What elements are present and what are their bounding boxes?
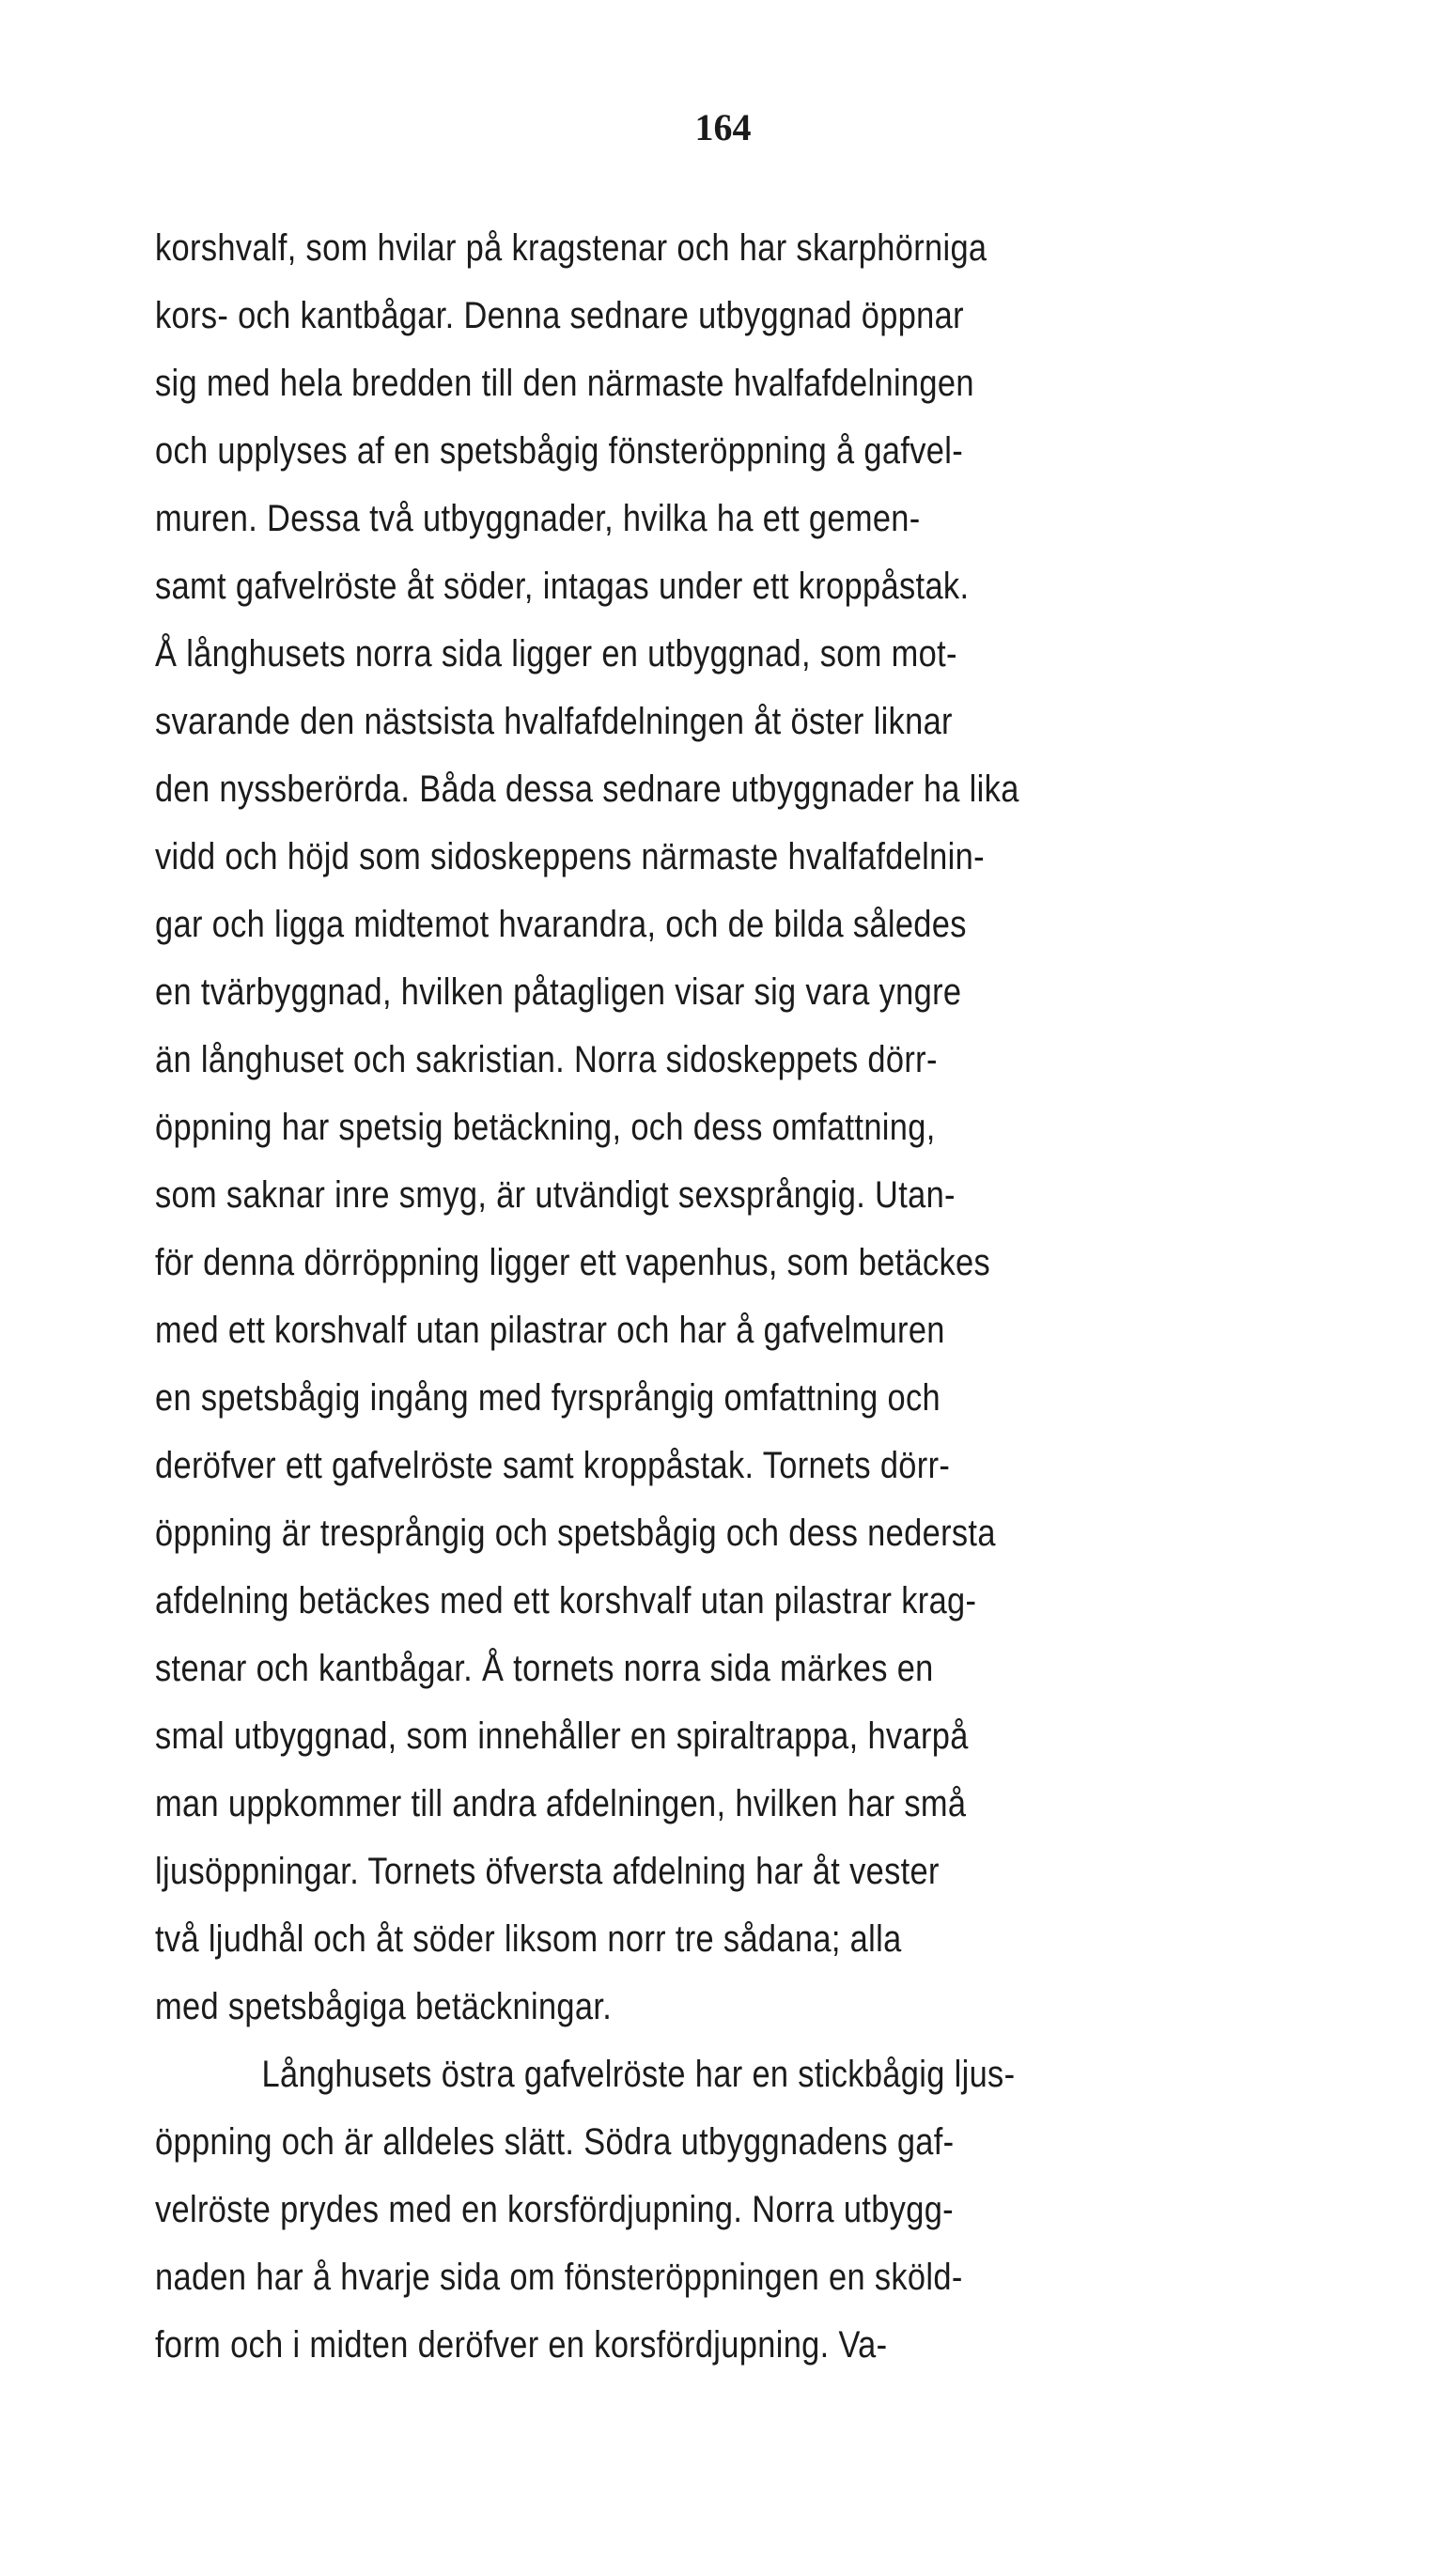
text-line: öppning och är alldeles slätt. Södra utbyggnadens gaf-	[155, 2121, 955, 2163]
text-line: med spetsbågiga betäckningar.	[155, 1986, 613, 2027]
text-line: vidd och höjd som sidoskeppens närmaste hvalfafdelnin-	[155, 836, 985, 877]
text-line: och upplyses af en spetsbågig fönsteröppning å gafvel-	[155, 430, 964, 472]
page-number: 164	[694, 106, 752, 148]
text-line: för denna dörröppning ligger ett vapenhus, som betäckes	[155, 1242, 991, 1283]
text-line: sig med hela bredden till den närmaste hvalfafdelningen	[155, 363, 974, 404]
text-line: naden har å hvarje sida om fönsteröppningen en sköld-	[155, 2257, 963, 2298]
text-line: med ett korshvalf utan pilastrar och har å gafvelmuren	[155, 1310, 945, 1351]
text-line: man uppkommer till andra afdelningen, hvilken har små	[155, 1783, 967, 1824]
text-line: gar och ligga midtemot hvarandra, och de bilda således	[155, 904, 967, 945]
text-line: smal utbyggnad, som innehåller en spiraltrappa, hvarpå	[155, 1715, 969, 1757]
text-line: ljusöppningar. Tornets öfversta afdelning har åt vester	[155, 1851, 940, 1892]
text-line: deröfver ett gafvelröste samt kroppåstak. Tornets dörr-	[155, 1445, 951, 1486]
text-line: afdelning betäckes med ett korshvalf utan pilastrar krag-	[155, 1580, 977, 1622]
text-line: muren. Dessa två utbyggnader, hvilka ha ett gemen-	[155, 498, 921, 539]
text-line: en tvärbyggnad, hvilken påtagligen visar sig vara yngre	[155, 971, 962, 1013]
text-line: öppning är tresprångig och spetsbågig och dess nedersta	[155, 1513, 996, 1554]
paragraph-start-line: Långhusets östra gafvelröste har en stickbågig ljus-	[261, 2054, 1016, 2095]
text-line: form och i midten deröfver en korsfördjupning. Va-	[155, 2324, 888, 2366]
text-line: Å långhusets norra sida ligger en utbyggnad, som mot-	[155, 633, 957, 675]
text-line: som saknar inre smyg, är utvändigt sexsprångig. Utan-	[155, 1174, 956, 1216]
text-line: svarande den nästsista hvalfafdelningen åt öster liknar	[155, 701, 953, 742]
text-line: en spetsbågig ingång med fyrsprångig omfattning och	[155, 1377, 941, 1419]
text-line: korshvalf, som hvilar på kragstenar och har skarphörniga	[155, 227, 987, 269]
text-line: stenar och kantbågar. Å tornets norra sida märkes en	[155, 1648, 934, 1689]
text-line: velröste prydes med en korsfördjupning. Norra utbygg-	[155, 2189, 954, 2230]
text-line: öppning har spetsig betäckning, och dess omfattning,	[155, 1107, 936, 1148]
text-line: den nyssberörda. Båda dessa sednare utbyggnader ha lika	[155, 768, 1019, 810]
text-line: än långhuset och sakristian. Norra sidoskeppets dörr-	[155, 1039, 938, 1080]
text-line: samt gafvelröste åt söder, intagas under ett kroppåstak.	[155, 566, 970, 607]
body-text	[155, 214, 1376, 2379]
text-line: kors- och kantbågar. Denna sednare utbyggnad öppnar	[155, 295, 964, 336]
text-line: två ljudhål och åt söder liksom norr tre sådana; alla	[155, 1918, 902, 1960]
